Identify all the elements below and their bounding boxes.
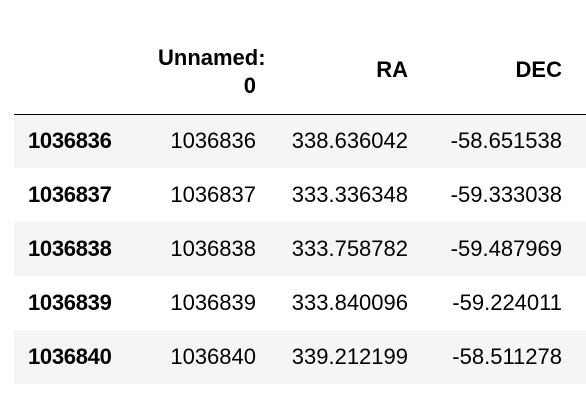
- dataframe-table: [14, 28, 586, 384]
- cell-ra: 333.840096: [291, 290, 408, 315]
- cell-dec: -58.511278: [452, 344, 562, 369]
- table-row: [14, 276, 586, 330]
- cell-unnamed: 1036837: [170, 182, 256, 207]
- cell-dec: -58.651538: [450, 128, 562, 154]
- cell-unnamed: 1036839: [170, 290, 256, 315]
- column-header-ra: RA: [376, 56, 408, 82]
- cell-unnamed: 1036836: [170, 128, 256, 154]
- table-row: [14, 222, 586, 276]
- cell-ra: 333.758782: [291, 236, 408, 261]
- row-index: 1036838: [28, 236, 112, 261]
- column-header-dec: DEC: [515, 56, 562, 82]
- table-body: [14, 114, 586, 384]
- header-row: [14, 28, 586, 114]
- table-row: [14, 330, 586, 384]
- column-header-unnamed-line2: 0: [243, 72, 256, 98]
- row-index: 1036840: [28, 344, 112, 369]
- cell-ra: 333.336348: [291, 182, 408, 207]
- cell-ra: 339.212199: [291, 344, 408, 369]
- cell-dec: -59.224011: [452, 290, 562, 315]
- cell-ra: 338.636042: [291, 128, 408, 154]
- table-header: [14, 28, 586, 114]
- cell-unnamed: 1036840: [170, 344, 256, 369]
- dataframe-container: [14, 28, 586, 384]
- index-header: [14, 28, 150, 114]
- column-header-unnamed-line1: Unnamed:: [158, 44, 266, 70]
- table-row: [14, 168, 586, 222]
- table-row: [14, 114, 586, 168]
- row-index: 1036837: [28, 182, 112, 207]
- row-index: 1036839: [28, 290, 112, 315]
- row-index: 1036836: [28, 128, 112, 154]
- column-header-unnamed: [150, 28, 280, 114]
- cell-dec: -59.487969: [450, 236, 562, 261]
- cell-unnamed: 1036838: [170, 236, 256, 261]
- cell-dec: -59.333038: [450, 182, 562, 207]
